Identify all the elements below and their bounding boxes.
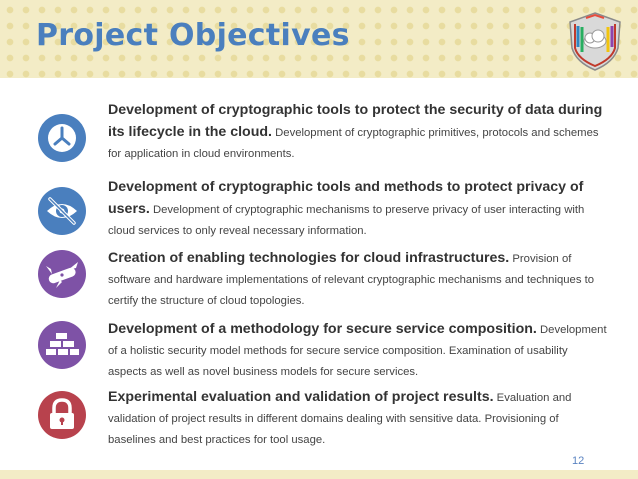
objective-description: Development of cryptographic primitives, protocols and schemes for application in cloud environments.	[108, 127, 599, 160]
page-number: 12	[572, 455, 585, 467]
objective-description: Development of a holistic security model methods for secure service composition. Examination of usability aspects as well as novel business models for secure services.	[108, 324, 607, 378]
header-band	[0, 0, 638, 78]
objective-text	[108, 177, 608, 242]
objective-heading: Development of cryptographic tools to protect the security of data during its lifecycle in the cloud.	[108, 102, 603, 140]
objective-heading: Development of cryptographic tools and methods to protect privacy of users.	[108, 179, 584, 217]
objective-text	[108, 387, 608, 451]
footer-band	[0, 470, 638, 479]
objective-heading: Development of a methodology for secure service composition.	[108, 321, 537, 337]
objective-description: Evaluation and validation of project results in different domains dealing with sensitive data. Provisioning of baselines and best practices for tool usage.	[108, 392, 572, 446]
slide-title: Project Objectives	[36, 18, 350, 53]
objective-heading: Experimental evaluation and validation of project results.	[108, 389, 494, 405]
swiss-knife-icon	[38, 250, 86, 298]
hidden-eye-icon	[38, 187, 86, 235]
padlock-icon	[38, 391, 86, 439]
shield-logo-icon	[566, 10, 624, 72]
clock-icon	[38, 114, 86, 162]
objective-heading: Creation of enabling technologies for cloud infrastructures.	[108, 250, 510, 266]
objective-text	[108, 319, 608, 383]
objective-description: Provision of software and hardware implementations of relevant cryptographic mechanisms and techniques to certify the structure of cloud topologies.	[108, 253, 595, 307]
objective-description: Development of cryptographic mechanisms to preserve privacy of user interacting with cloud services to only reveal necessary information.	[108, 204, 585, 237]
objective-text	[108, 248, 608, 312]
brick-wall-icon	[38, 321, 86, 369]
objective-text	[108, 100, 608, 165]
